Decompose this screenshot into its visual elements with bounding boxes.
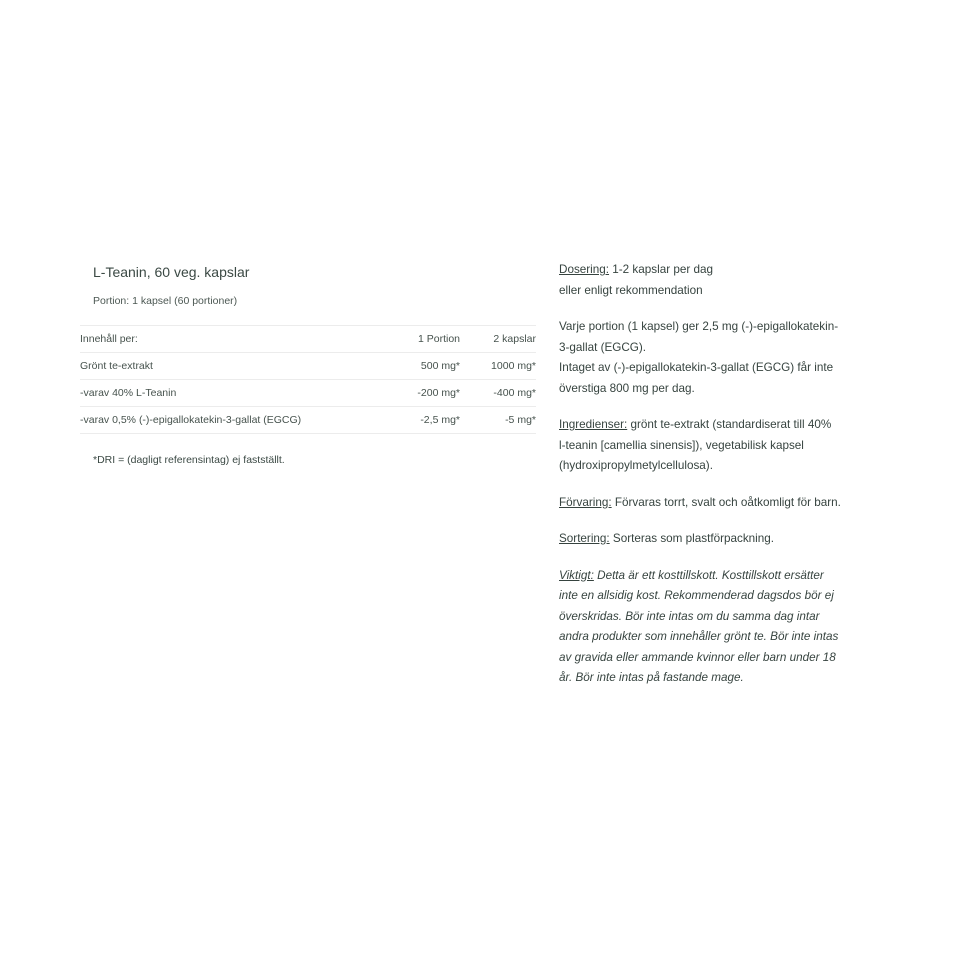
varje-line2: 3-gallat (EGCG). [559, 340, 647, 354]
forvaring-text: Förvaras torrt, svalt och oåtkomligt för barn. [611, 495, 841, 509]
table-row [80, 380, 536, 407]
forvaring-label: Förvaring: [559, 495, 612, 509]
viktigt-line4: andra produkter som innehåller grönt te. Bör inte intas [559, 630, 839, 643]
row-value-portion: -2,5 mg* [382, 407, 460, 434]
ingredienser-line1: grönt te-extrakt (standardiserat till 40% [627, 418, 832, 431]
ingredienser-line3: (hydroxipropylmetylcellulosa). [559, 459, 713, 472]
row-label: Grönt te-extrakt [80, 353, 382, 380]
dosering-label: Dosering: [559, 263, 610, 276]
intaget-line1: Intaget av (-)-epigallokatekin-3-gallat (EGCG) får inte [559, 361, 834, 374]
viktigt-label: Viktigt: [559, 568, 594, 582]
dosering-line1: 1-2 kapslar per dag [609, 263, 713, 276]
viktigt-line2: inte en allsidig kost. Rekommenderad dagsdos bör ej [559, 589, 834, 602]
table-row [80, 407, 536, 434]
viktigt-line3: överskridas. Bör inte intas om du samma dag intar [559, 609, 820, 623]
viktigt-section [559, 566, 879, 689]
intaget-line2: överstiga 800 mg per dag. [559, 381, 695, 395]
varje-line1: Varje portion (1 kapsel) ger 2,5 mg (-)-epigallokatekin- [559, 320, 839, 333]
product-title: L-Teanin, 60 veg. kapslar [93, 264, 250, 280]
row-value-two: -5 mg* [460, 407, 536, 434]
dosering-section [559, 260, 879, 301]
portion-info: Portion: 1 kapsel (60 portioner) [93, 295, 238, 307]
sortering-label: Sortering: [559, 532, 610, 545]
row-label: -varav 40% L-Teanin [80, 380, 382, 407]
header-cell-two-capsules: 2 kapslar [460, 326, 536, 353]
viktigt-line1: Detta är ett kosttillskott. Kosttillskott ersätter [593, 568, 824, 582]
header-cell-portion: 1 Portion [382, 326, 460, 353]
viktigt-line6: år. Bör inte intas på fastande mage. [559, 671, 744, 684]
dosage-detail-section [559, 317, 879, 399]
dosering-line2: eller enligt rekommendation [559, 283, 703, 297]
ingredienser-line2: l-teanin [camellia sinensis]), vegetabilisk kapsel [559, 438, 804, 452]
forvaring-section [559, 493, 879, 514]
row-value-two: 1000 mg* [460, 353, 536, 380]
dri-footnote: *DRI = (dagligt referensintag) ej fastställt. [93, 454, 285, 466]
nutrition-panel [80, 262, 536, 468]
row-value-portion: -200 mg* [382, 380, 460, 407]
row-value-two: -400 mg* [460, 380, 536, 407]
nutrition-table [80, 325, 536, 434]
table-header-row [80, 326, 536, 353]
ingredienser-section [559, 415, 879, 477]
sortering-section [559, 529, 879, 550]
sortering-text: Sorteras som plastförpackning. [609, 532, 775, 545]
row-label: -varav 0,5% (-)-epigallokatekin-3-gallat (EGCG) [80, 407, 382, 434]
viktigt-line5: av gravida eller ammande kvinnor eller barn under 18 [559, 650, 836, 664]
header-cell-content: Innehåll per: [80, 326, 382, 353]
product-info [559, 260, 879, 705]
row-value-portion: 500 mg* [382, 353, 460, 380]
ingredienser-label: Ingredienser: [559, 418, 628, 431]
table-row [80, 353, 536, 380]
